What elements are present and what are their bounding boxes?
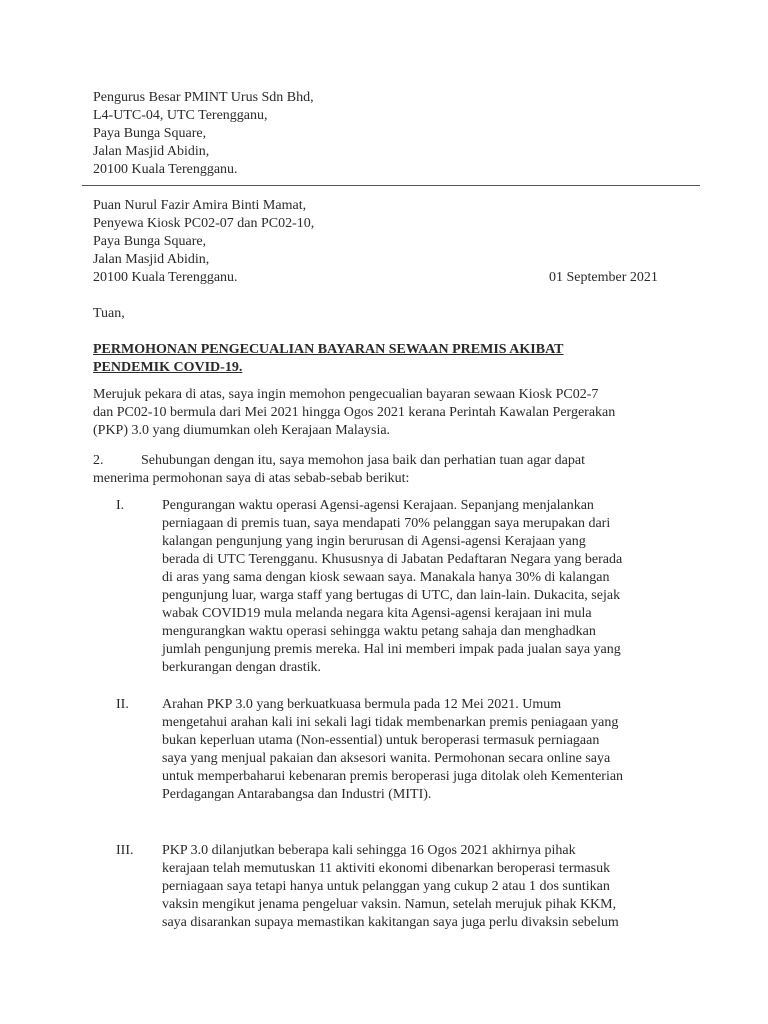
salutation: Tuan,	[93, 306, 125, 321]
item-line: perniagaan di premis tuan, saya mendapati 70% pelanggan saya merupakan dari	[162, 516, 611, 531]
address-line: Puan Nurul Fazir Amira Binti Mamat,	[93, 198, 307, 213]
address-line: Paya Bunga Square,	[93, 234, 207, 249]
subject-heading	[93, 341, 693, 377]
address-line: Jalan Masjid Abidin,	[93, 144, 210, 159]
item-line: kerajaan telah memutuskan 11 aktiviti ekonomi dibenarkan beroperasi termasuk	[162, 861, 611, 876]
address-line: Penyewa Kiosk PC02-07 dan PC02-10,	[93, 216, 315, 231]
item-line: saya disarankan supaya memastikan kakitangan saya juga perlu divaksin sebelum	[162, 915, 619, 930]
paragraph-number: 2.	[93, 453, 104, 468]
item-line: Perdagangan Antarabangsa dan Industri (MITI).	[162, 787, 432, 802]
item-numeral: II.	[116, 697, 129, 712]
paragraph-2	[93, 452, 693, 488]
paragraph-line: Merujuk pekara di atas, saya ingin memohon pengecualian bayaran sewaan Kiosk PC02-7	[93, 387, 599, 402]
address-line: Pengurus Besar PMINT Urus Sdn Bhd,	[93, 90, 314, 105]
item-numeral: III.	[116, 843, 134, 858]
subject-line: PERMOHONAN PENGECUALIAN BAYARAN SEWAAN PREMIS AKIBAT	[93, 342, 564, 357]
item-line: berkurangan dengan drastik.	[162, 660, 321, 675]
address-line: 20100 Kuala Terengganu.	[93, 270, 238, 285]
item-line: Arahan PKP 3.0 yang berkuatkuasa bermula pada 12 Mei 2021. Umum	[162, 697, 562, 712]
paragraph-line: (PKP) 3.0 yang diumumkan oleh Kerajaan Malaysia.	[93, 423, 391, 438]
item-line: berada di UTC Terengganu. Khususnya di Jabatan Pedaftaran Negara yang berada	[162, 552, 623, 567]
paragraph-line: menerima permohonan saya di atas sebab-sebab berikut:	[93, 471, 410, 486]
divider-line	[82, 185, 700, 186]
sender-address	[93, 89, 693, 179]
address-line: Jalan Masjid Abidin,	[93, 252, 210, 267]
item-line: pengunjung luar, warga staff yang bertugas di UTC, dan lain-lain. Dukacita, sejak	[162, 588, 621, 603]
item-line: saya yang menjual pakaian dan aksesori wanita. Permohonan secara online saya	[162, 751, 611, 766]
item-line: kalangan pengunjung yang ingin berurusan di Agensi-agensi Kerajaan yang	[162, 534, 586, 549]
item-line: bukan keperluan utama (Non-essential) untuk beroperasi termasuk perniagaan	[162, 733, 600, 748]
item-text	[162, 842, 702, 932]
paragraph-line: dan PC02-10 bermula dari Mei 2021 hingga Ogos 2021 kerana Perintah Kawalan Pergerakan	[93, 405, 616, 420]
address-line: Paya Bunga Square,	[93, 126, 207, 141]
item-line: PKP 3.0 dilanjutkan beberapa kali sehingga 16 Ogos 2021 akhirnya pihak	[162, 843, 576, 858]
paragraph-line: Sehubungan dengan itu, saya memohon jasa baik dan perhatian tuan agar dapat	[141, 453, 585, 468]
item-line: perniagaan saya tetapi hanya untuk pelanggan yang cukup 2 atau 1 dos suntikan	[162, 879, 610, 894]
letter-date: 01 September 2021	[549, 270, 658, 285]
item-text	[162, 497, 702, 677]
item-line: wabak COVID19 mula melanda negara kita Agensi-agensi kerajaan ini mula	[162, 606, 592, 621]
paragraph-1	[93, 386, 693, 440]
item-line: di aras yang sama dengan kiosk sewaan saya. Manakala hanya 30% di kalangan	[162, 570, 610, 585]
item-numeral: I.	[116, 498, 125, 513]
item-line: mengurangkan waktu operasi sehingga waktu petang sahaja dan menghadkan	[162, 624, 596, 639]
item-line: mengetahui arahan kali ini sekali lagi tidak membenarkan premis peniagaan yang	[162, 715, 619, 730]
item-line: vaksin mengikut jenama pengeluar vaksin. Namun, setelah merujuk pihak KKM,	[162, 897, 617, 912]
address-line: 20100 Kuala Terengganu.	[93, 162, 238, 177]
item-line: untuk memperbaharui kebenaran premis beroperasi juga ditolak oleh Kementerian	[162, 769, 624, 784]
address-line: L4-UTC-04, UTC Terengganu,	[93, 108, 268, 123]
item-line: Pengurangan waktu operasi Agensi-agensi Kerajaan. Sepanjang menjalankan	[162, 498, 594, 513]
item-line: jumlah pengunjung premis mereka. Hal ini memberi impak pada jualan saya yang	[162, 642, 621, 657]
item-text	[162, 696, 702, 804]
subject-line: PENDEMIK COVID-19.	[93, 360, 243, 375]
